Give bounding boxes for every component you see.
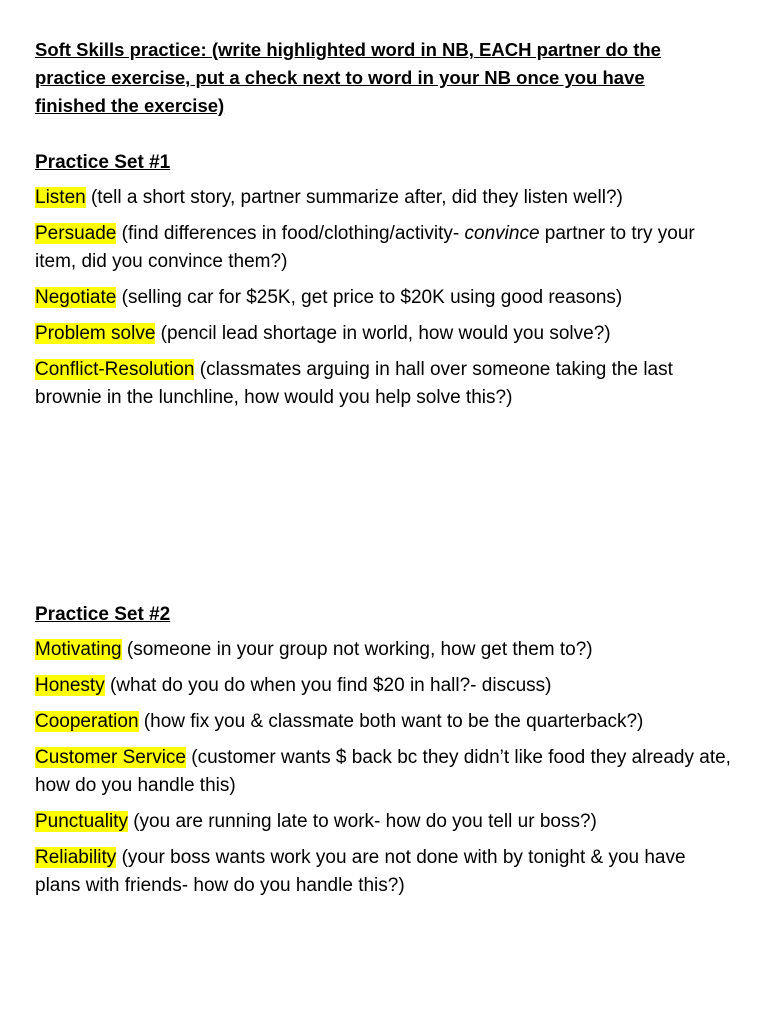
item-emphasis: convince xyxy=(464,223,540,244)
header-line-1: Soft Skills practice: (write highlighted word in NB, EACH partner do the xyxy=(35,39,661,60)
item-description: partner to try your item, did you convince them?) xyxy=(35,223,695,272)
item-description: (selling car for $25K, get price to $20K using good reasons) xyxy=(116,287,623,308)
item-description: (classmates arguing in hall over someone taking the last brownie in the lunchline, how would you help solve this?) xyxy=(35,359,673,408)
highlighted-term: Conflict-Resolution xyxy=(35,359,195,380)
highlighted-term: Persuade xyxy=(35,223,117,244)
item-description: (someone in your group not working, how get them to?) xyxy=(121,639,593,660)
item-description: (pencil lead shortage in world, how would you solve?) xyxy=(155,323,611,344)
list-item-negotiate xyxy=(35,284,735,312)
practice-set-1 xyxy=(35,150,735,412)
list-item-customer-service xyxy=(35,744,735,800)
highlighted-term: Reliability xyxy=(35,847,117,868)
set-title: Practice Set #1 xyxy=(35,152,171,173)
list-item-listen xyxy=(35,184,735,212)
header-line-2: practice exercise, put a check next to word in your NB once you have xyxy=(35,67,645,88)
list-item-punctuality xyxy=(35,808,735,836)
highlighted-term: Honesty xyxy=(35,675,105,696)
list-item-reliability xyxy=(35,844,735,900)
highlighted-term: Customer Service xyxy=(35,747,186,768)
highlighted-term: Listen xyxy=(35,187,86,208)
list-item-conflict-resolution xyxy=(35,356,735,412)
item-description: (tell a short story, partner summarize after, did they listen well?) xyxy=(85,187,623,208)
item-description: (find differences in food/clothing/activity- xyxy=(116,223,465,244)
header-line-3: finished the exercise) xyxy=(35,95,225,116)
item-description: (what do you do when you find $20 in hall?- discuss) xyxy=(104,675,552,696)
item-description: (you are running late to work- how do you tell ur boss?) xyxy=(127,811,597,832)
highlighted-term: Problem solve xyxy=(35,323,156,344)
list-item-persuade xyxy=(35,220,735,276)
highlighted-term: Negotiate xyxy=(35,287,117,308)
list-item-honesty xyxy=(35,672,735,700)
item-description: (customer wants $ back bc they didn’t like food they already ate, how do you handle this) xyxy=(35,747,731,796)
set-title: Practice Set #2 xyxy=(35,604,171,625)
highlighted-term: Cooperation xyxy=(35,711,139,732)
item-description: (your boss wants work you are not done with by tonight & you have plans with friends- how do you handle this?) xyxy=(35,847,686,896)
list-item-motivating xyxy=(35,636,735,664)
list-item-cooperation xyxy=(35,708,735,736)
practice-set-2 xyxy=(35,602,735,900)
item-description: (how fix you & classmate both want to be the quarterback?) xyxy=(138,711,644,732)
highlighted-term: Punctuality xyxy=(35,811,128,832)
list-item-problem-solve xyxy=(35,320,735,348)
document-page xyxy=(35,36,735,900)
instructions-header xyxy=(35,36,735,120)
highlighted-term: Motivating xyxy=(35,639,122,660)
